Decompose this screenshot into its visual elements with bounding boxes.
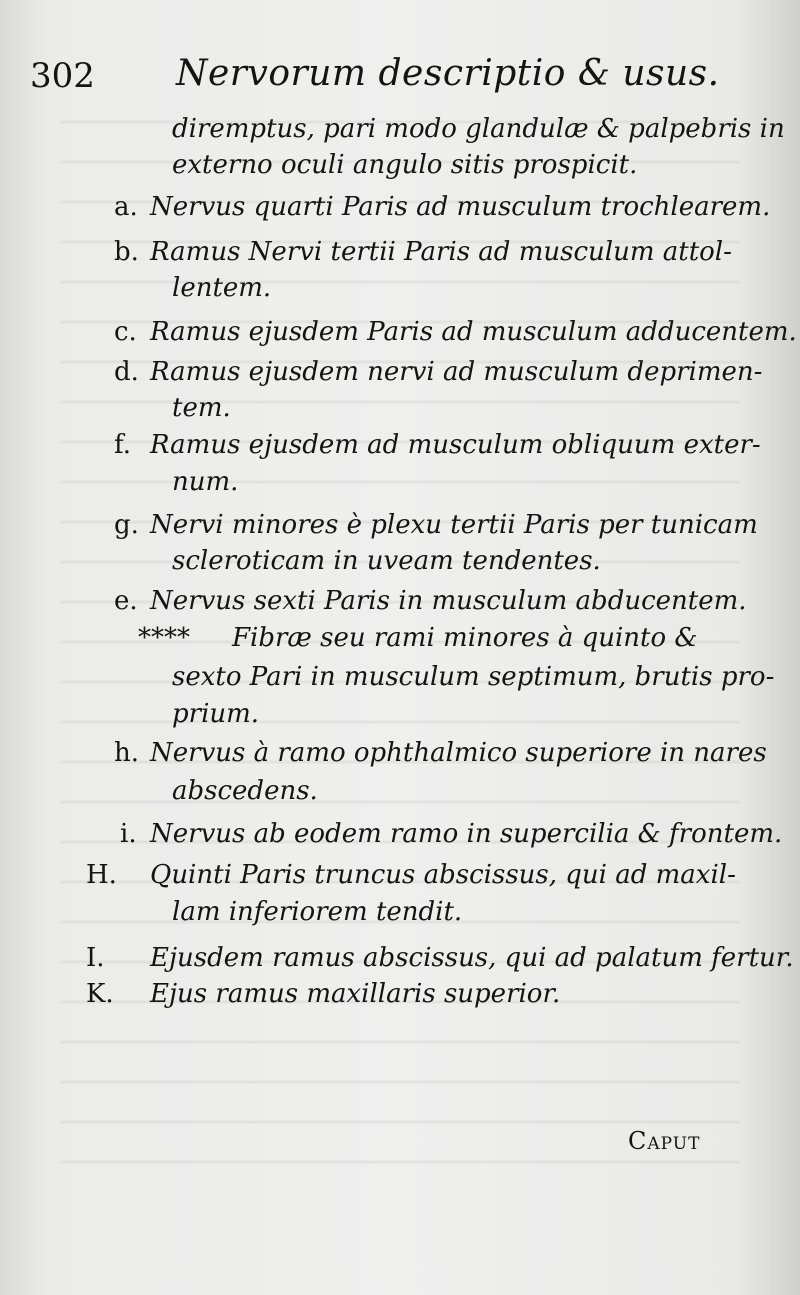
text-line: Ejusdem ramus abscissus, qui ad palatum fertur.: [150, 943, 794, 973]
entry-label: i.: [120, 819, 137, 849]
entry-label: a.: [114, 192, 138, 222]
text-line: lentem.: [172, 273, 272, 303]
text-line: num.: [172, 467, 239, 497]
text-line: Ramus ejusdem nervi ad musculum deprimen-: [150, 357, 763, 387]
text-line: Ramus ejusdem ad musculum obliquum exter-: [150, 430, 761, 460]
text-line: Ramus Nervi tertii Paris ad musculum attol-: [150, 237, 732, 267]
text-line: prium.: [172, 699, 260, 729]
text-line: externo oculi angulo sitis prospicit.: [172, 150, 638, 180]
text-line: Nervus sexti Paris in musculum abducentem.: [150, 586, 747, 616]
running-head: Nervorum descriptio & usus.: [176, 53, 720, 94]
entry-label: d.: [114, 357, 139, 387]
catchword: Caput: [628, 1127, 701, 1155]
entry-label: K.: [86, 979, 114, 1009]
entry-label: f.: [114, 430, 131, 460]
text-line: scleroticam in uveam tendentes.: [172, 546, 601, 576]
text-line: Fibræ seu rami minores à quinto &: [232, 623, 698, 653]
page-number: 302: [30, 56, 95, 96]
entry-label: c.: [114, 317, 137, 347]
text-line: tem.: [172, 393, 231, 423]
text-line: sexto Pari in musculum septimum, brutis pro-: [172, 662, 775, 692]
entry-label: H.: [86, 860, 117, 890]
page-header: [30, 50, 750, 110]
text-line: Nervus ab eodem ramo in supercilia & frontem.: [150, 819, 783, 849]
text-line: Nervus quarti Paris ad musculum trochlearem.: [150, 192, 771, 222]
entry-label: b.: [114, 237, 139, 267]
entry-label: h.: [114, 738, 140, 768]
text-line: Ejus ramus maxillaris superior.: [150, 979, 561, 1009]
text-line: Nervus à ramo ophthalmico superiore in nares: [150, 738, 767, 768]
text-line: lam inferiorem tendit.: [172, 897, 463, 927]
text-line: Nervi minores è plexu tertii Paris per tunicam: [150, 510, 758, 540]
entry-label: g.: [114, 510, 139, 540]
text-line: Ramus ejusdem Paris ad musculum adducentem.: [150, 317, 797, 347]
entry-label: ****: [138, 623, 190, 653]
text-line: diremptus, pari modo glandulæ & palpebris in: [172, 114, 785, 144]
entry-label: e.: [114, 586, 138, 616]
entry-label: I.: [86, 943, 105, 973]
text-line: Quinti Paris truncus abscissus, qui ad maxil-: [150, 860, 736, 890]
text-line: abscedens.: [172, 776, 318, 806]
